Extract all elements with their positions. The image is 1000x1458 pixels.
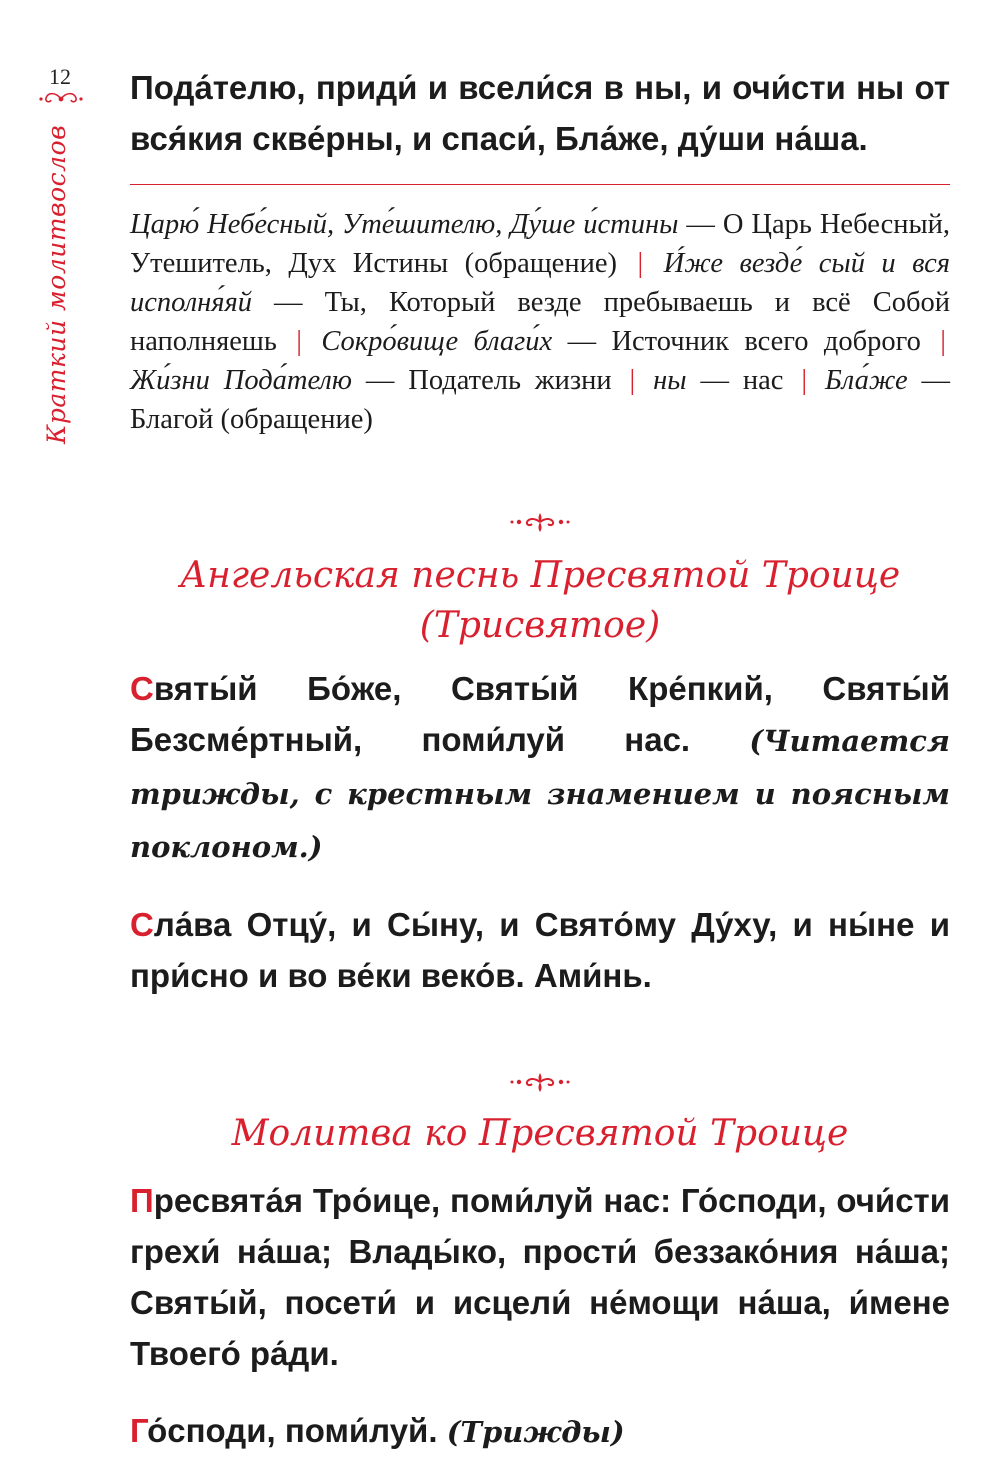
glossary-term: Жи́зни Пода́телю xyxy=(130,365,352,396)
prayer-text: ла́ва Отцу́, и Сы́ну, и Свято́му Ду́ху, и ны́не и при́сно и во ве́ки веко́в. Ами́нь. xyxy=(130,906,950,994)
prayer-glory xyxy=(130,899,950,1001)
glossary-term: И́же везде́ сый и вся исполня́яй xyxy=(130,248,951,318)
glossary-dash: — xyxy=(678,209,723,240)
glossary-meaning: О Царь Небесный, Утешитель, Дух Истины (обращение) xyxy=(130,209,950,279)
glossary-dash: — xyxy=(686,365,743,396)
top-prayer-text: Пода́телю, приди́ и всели́ся в ны, и очи́сти ны от вся́кия скве́рны, и спаси́, Бла́же, ду́ши на́ша. xyxy=(130,69,950,157)
prayer-text: ресвята́я Тро́ице, поми́луй нас: Го́споди, очи́сти грехи́ на́ша; Влады́ко, прости́ беззако́ния на́ша; Святы́й, посети́ и исцели́ не́мощи на́ша, и́мене Твоего́ ра́ди. xyxy=(130,1182,950,1372)
glossary-separator: | xyxy=(801,365,808,396)
glossary-dash: — xyxy=(552,326,612,357)
glossary-separator: | xyxy=(629,365,636,396)
running-title: Краткий молитвослов xyxy=(42,124,71,444)
drop-initial: С xyxy=(130,906,154,943)
glossary-meaning: Источник всего доброго xyxy=(611,326,921,357)
glossary-meaning: Податель жизни xyxy=(408,365,612,396)
drop-initial: П xyxy=(130,1182,154,1219)
glossary-term: Бла́же xyxy=(825,365,908,396)
margin-column xyxy=(22,60,92,460)
prayer-text: вяты́й Бо́же, Святы́й Кре́пкий, Святы́й Безсме́ртный, поми́луй нас. xyxy=(130,670,950,758)
prayer-trisagion xyxy=(130,663,950,873)
glossary-dash: — xyxy=(351,365,409,396)
drop-initial: С xyxy=(130,670,154,707)
glossary-paragraph xyxy=(130,205,950,439)
section-subheading-trisagion: (Трисвятое) xyxy=(419,605,661,646)
content xyxy=(130,62,950,1458)
glossary-meaning: Ты, Который везде пребываешь и всё Собой наполняешь xyxy=(130,287,950,357)
glossary-dash: — xyxy=(252,287,325,318)
section-heading-holy-trinity: Молитва ко Пресвятой Троице xyxy=(231,1113,849,1154)
red-divider-rule xyxy=(130,184,950,185)
drop-initial: Г xyxy=(130,1412,148,1449)
glossary-term: Сокро́вище благи́х xyxy=(321,326,553,357)
glossary-dash: — xyxy=(907,365,951,396)
glossary-separator: | xyxy=(296,326,302,357)
rubric-instruction: (Читается трижды, с крестным знамением и поясным поклоном.) xyxy=(130,724,950,864)
section-heading-trisagion: Ангельская песнь Пресвятой Троице xyxy=(179,555,901,596)
glossary-term: ны xyxy=(653,365,687,396)
floral-fleuron-icon xyxy=(505,1069,575,1095)
page-number: 12 xyxy=(49,64,71,89)
prayer-holy-trinity xyxy=(130,1175,950,1379)
prayer-lord-have-mercy xyxy=(130,1405,950,1458)
glossary-term: Царю́ Небе́сный, Уте́шителю, Ду́ше и́стины xyxy=(130,209,679,240)
glossary-meaning: Благой (обращение) xyxy=(130,404,373,435)
glossary-separator: | xyxy=(637,248,644,279)
prayer-text: о́споди, поми́луй. xyxy=(147,1412,447,1449)
glossary-meaning: нас xyxy=(742,365,784,396)
glossary-separator: | xyxy=(940,326,946,357)
floral-fleuron-icon xyxy=(505,509,575,535)
rubric-instruction: (Трижды) xyxy=(446,1415,625,1449)
